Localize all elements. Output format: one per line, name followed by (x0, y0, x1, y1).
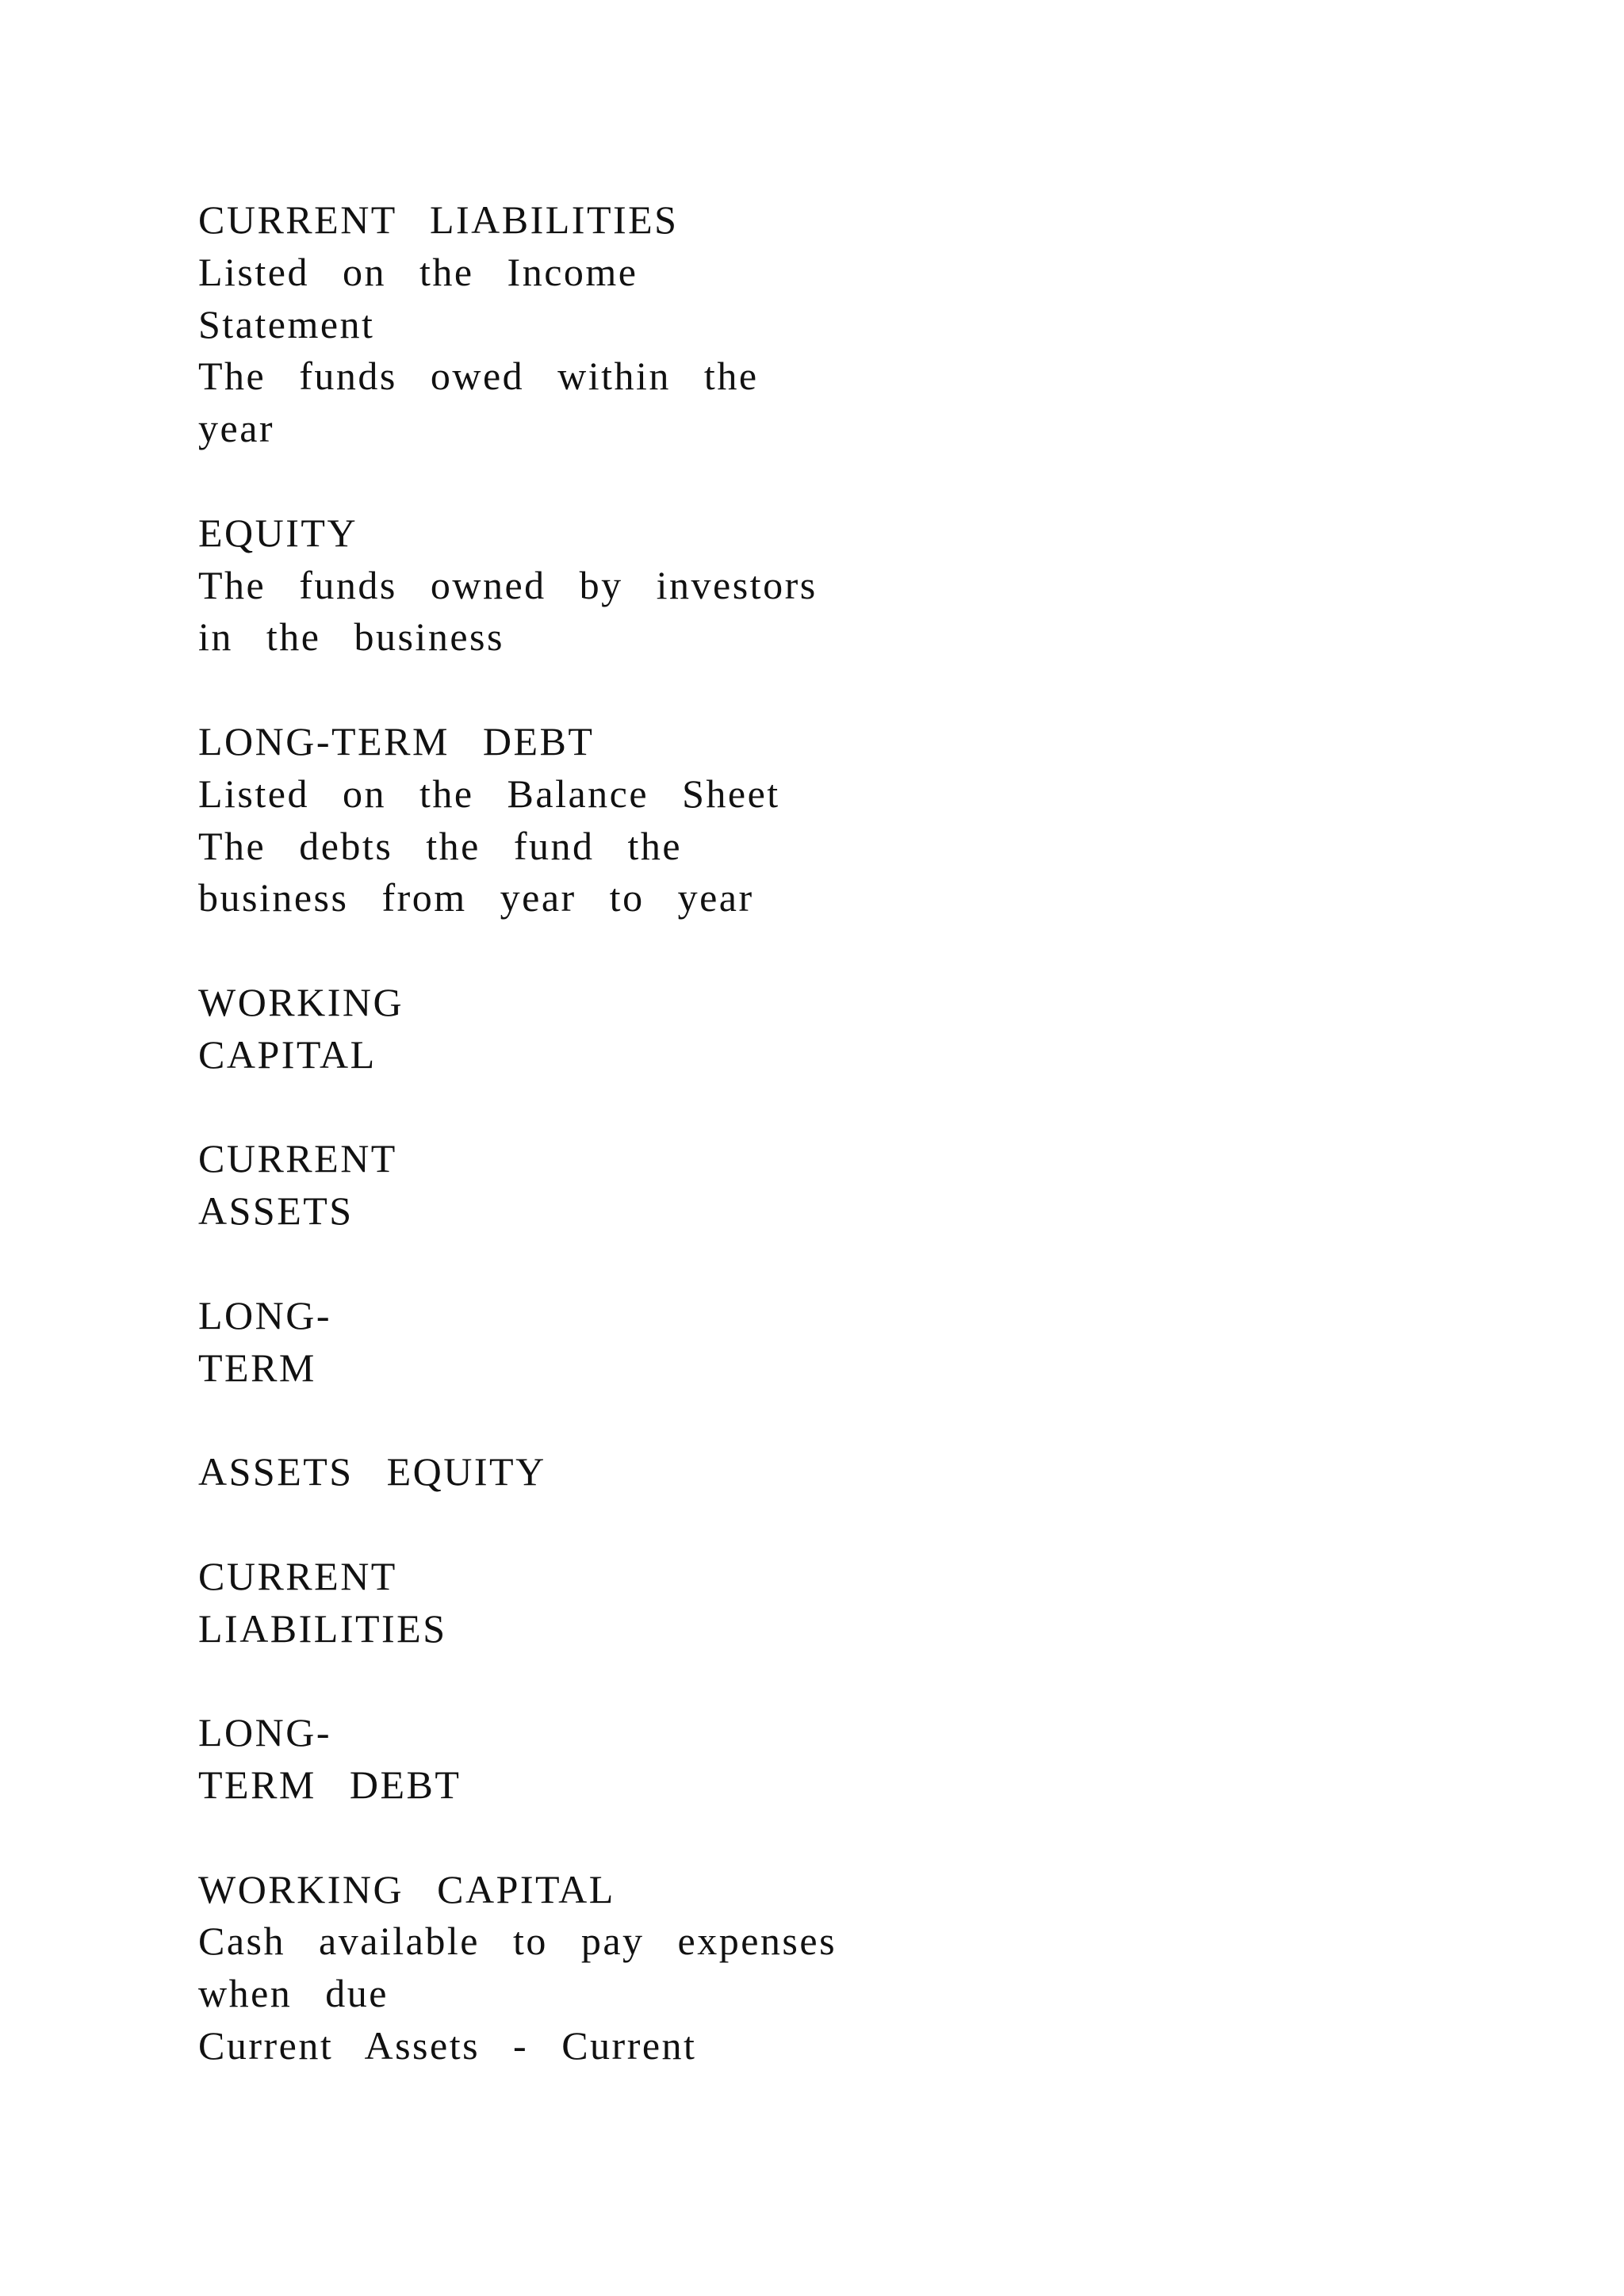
section-current-liabilities (198, 194, 1388, 455)
section-working-capital (198, 1864, 1388, 2072)
blank-line (198, 1081, 1388, 1134)
blank-line (198, 1394, 1388, 1446)
blank-line (198, 1498, 1388, 1551)
text-line: The debts the fund the (198, 823, 683, 868)
text-line: in the business (198, 614, 504, 660)
text-line: Listed on the Income (198, 249, 638, 294)
text-line: LONG- (198, 1710, 332, 1755)
text-line: CURRENT (198, 1553, 397, 1598)
blank-line (198, 455, 1388, 507)
text-line: year (198, 406, 275, 451)
section-long-term-debt-label (198, 1707, 1388, 1812)
text-line: LIABILITIES (198, 1605, 447, 1651)
text-line: LONG- (198, 1292, 332, 1337)
document-body (198, 194, 1388, 2072)
section-current-liabilities-label (198, 1551, 1388, 1655)
text-line: business from year to year (198, 875, 754, 920)
text-line: Cash available to pay expenses (198, 1919, 837, 1964)
text-line: The funds owed within the (198, 354, 759, 399)
text-line: The funds owned by investors (198, 562, 818, 607)
text-line: ASSETS EQUITY (198, 1449, 546, 1494)
section-current-assets-label (198, 1133, 1388, 1238)
text-line: CAPITAL (198, 1031, 377, 1077)
section-equity (198, 507, 1388, 664)
section-long-term-debt (198, 716, 1388, 924)
text-line: Current Assets - Current (198, 2022, 697, 2068)
heading-long-term-debt: LONG-TERM DEBT (198, 718, 595, 763)
blank-line (198, 924, 1388, 977)
blank-line (198, 664, 1388, 716)
heading-current-liabilities: CURRENT LIABILITIES (198, 197, 679, 242)
text-line: when due (198, 1971, 389, 2016)
heading-working-capital: WORKING CAPITAL (198, 1866, 615, 1911)
text-line: Statement (198, 301, 375, 346)
blank-line (198, 1655, 1388, 1707)
blank-line (198, 1812, 1388, 1864)
text-line: WORKING (198, 979, 404, 1024)
heading-equity: EQUITY (198, 510, 358, 555)
text-line: ASSETS (198, 1188, 354, 1234)
text-line: CURRENT (198, 1136, 397, 1181)
section-working-capital-label (198, 977, 1388, 1081)
section-long-term-label (198, 1290, 1388, 1395)
text-line: TERM (198, 1345, 316, 1390)
blank-line (198, 1238, 1388, 1290)
text-line: TERM DEBT (198, 1762, 462, 1807)
text-line: Listed on the Balance Sheet (198, 771, 780, 816)
section-assets-equity-label (198, 1446, 1388, 1498)
